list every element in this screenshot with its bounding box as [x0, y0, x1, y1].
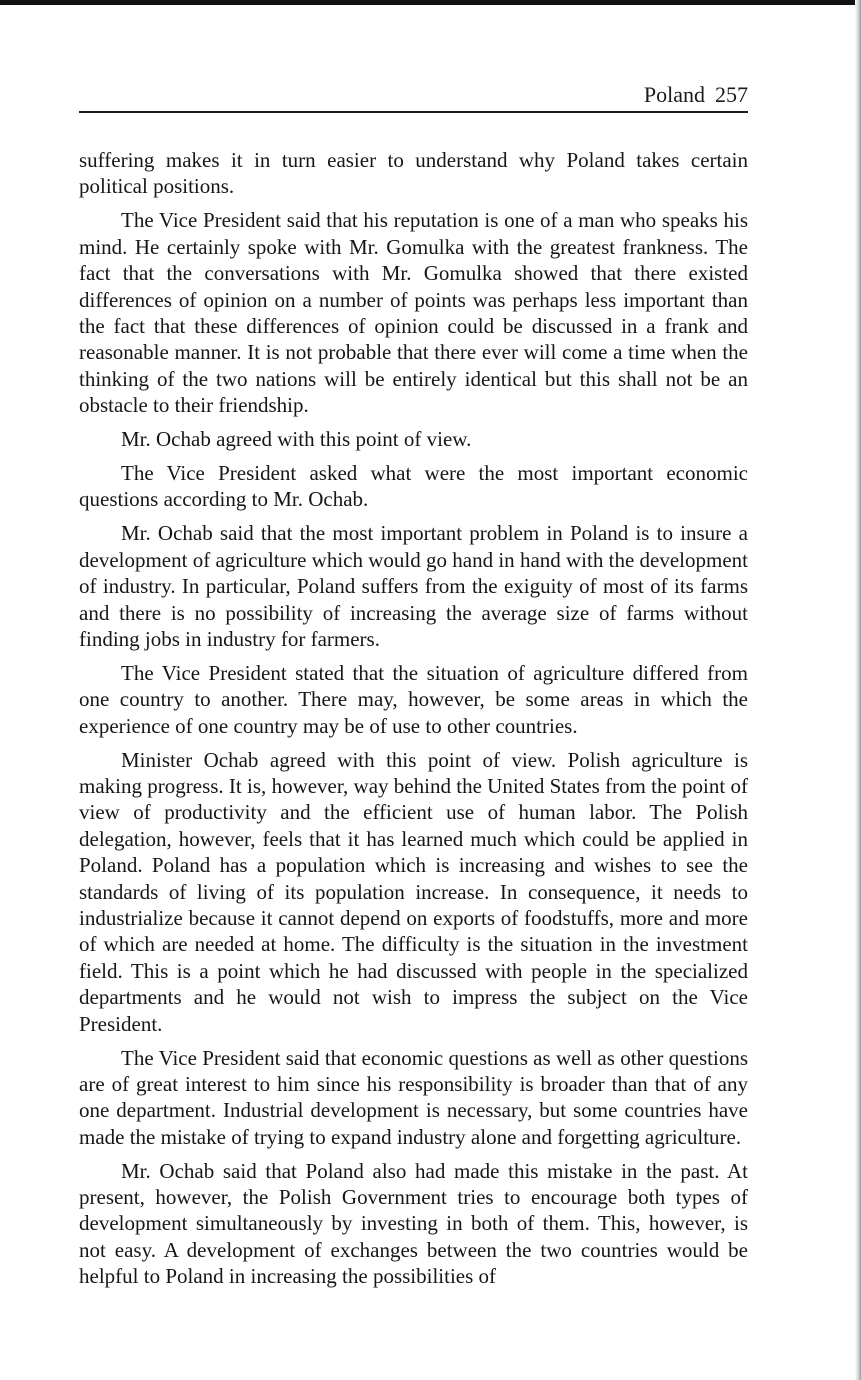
scan-top-edge [0, 0, 861, 5]
header-rule [79, 111, 748, 113]
paragraph: Mr. Ochab said that Poland also had made this mistake in the past. At present, however, the Polish Government tries to encourage both types of development simultaneously by investing in both of them. This, however, is not easy. A development of exchanges between the two countries would be helpful to Poland in increasing the possibilities of [79, 1158, 748, 1289]
paragraph: Mr. Ochab agreed with this point of view. [121, 427, 472, 452]
paragraph: Minister Ochab agreed with this point of view. Polish agriculture is making progress. It is, however, way behind the United States from the point of view of productivity and the efficient use of human labor. The Polish delegation, however, feels that it has learned much which could be applied in Poland. Poland has a population which is increasing and wishes to see the standards of living of its population increase. In consequence, it needs to industrialize because it cannot depend on exports of foodstuffs, more and more of which are needed at home. The difficulty is the situation in the investment field. This is a point which he had discussed with people in the specialized departments and he would not wish to impress the subject on the Vice President. [79, 747, 748, 1036]
running-head-title: Poland [643, 82, 705, 107]
paragraph: suffering makes it in turn easier to understand why Poland takes certain political positions. [79, 148, 748, 199]
running-head [79, 80, 748, 110]
paragraph: The Vice President asked what were the most important economic questions according to Mr. Ochab. [79, 460, 748, 512]
page-number: 257 [715, 82, 748, 107]
scan-right-edge [855, 0, 861, 1380]
paragraph: Mr. Ochab said that the most important problem in Poland is to insure a development of agriculture which would go hand in hand with the development of industry. In particular, Poland suffers from the exiguity of most of its farms and there is no possibility of increasing the average size of farms without finding jobs in industry for farmers. [79, 521, 748, 651]
body-text [79, 147, 748, 1297]
paragraph: The Vice President stated that the situation of agriculture differed from one country to another. There may, however, be some areas in which the experience of one country may be of use to other countries. [79, 660, 748, 738]
paragraph: The Vice President said that his reputation is one of a man who speaks his mind. He certainly spoke with Mr. Gomulka with the greatest frankness. The fact that the conversations with Mr. Gomulka showed that there existed differences of opinion on a number of points was perhaps less important than the fact that these differences of opinion could be discussed in a frank and reasonable manner. It is not probable that there ever will come a time when the thinking of the two nations will be entirely identical but this shall not be an obstacle to their friendship. [79, 208, 748, 418]
paragraph: The Vice President said that economic questions as well as other questions are of great interest to him since his responsibility is broader than that of any one department. Industrial development is necessary, but some countries have made the mistake of trying to expand industry alone and forgetting agriculture. [79, 1045, 748, 1149]
